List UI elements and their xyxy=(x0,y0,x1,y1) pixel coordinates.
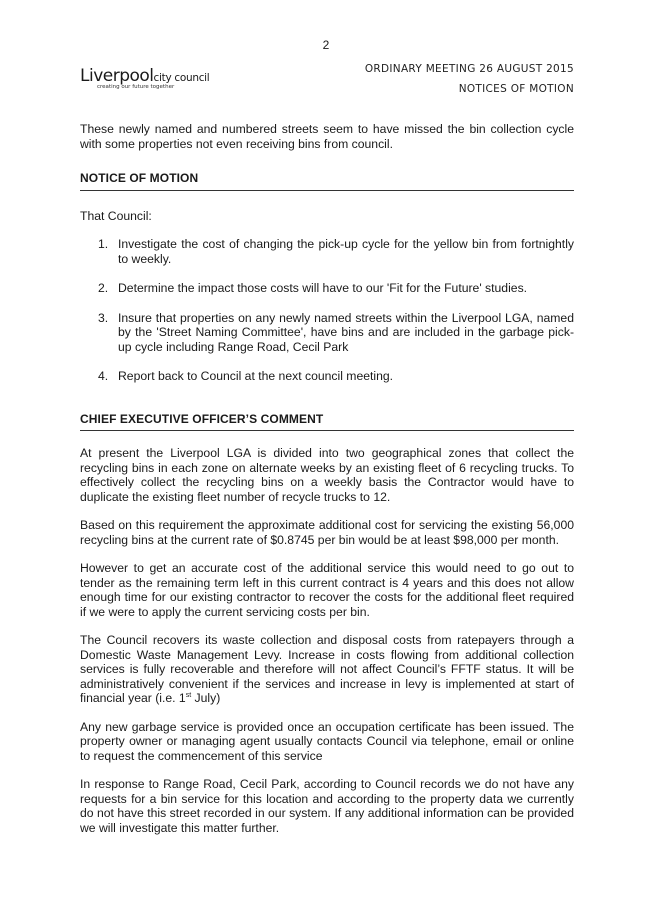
ceo-paragraph: Based on this requirement the approximate additional cost for servicing the existing 56,000 recycling bins at the current rate of $0.8745 per bin would be at least $98,000 per month. xyxy=(80,518,574,547)
list-item-text: Report back to Council at the next council meeting. xyxy=(118,369,394,383)
intro-paragraph: These newly named and numbered streets seem to have missed the bin collection cycle with some properties not even receiving bins from council. xyxy=(80,122,574,151)
list-item-number: 1. xyxy=(98,237,109,251)
list-item-number: 4. xyxy=(98,369,109,383)
notice-heading: NOTICE OF MOTION xyxy=(80,171,574,191)
list-item xyxy=(80,311,574,355)
motion-list xyxy=(80,237,574,384)
notice-lead: That Council: xyxy=(80,208,152,223)
list-item-text: Determine the impact those costs will have to our 'Fit for the Future' studies. xyxy=(118,281,528,295)
ceo-paragraph: However to get an accurate cost of the additional service this would need to go out to tender as the remaining term left in this current contract is 4 years and this does not allow enough time for our existing contractor to recover the costs for the additional fleet required if we were to apply the current servicing costs per bin. xyxy=(80,561,574,619)
ceo-paragraph: At present the Liverpool LGA is divided into two geographical zones that collect the recycling bins in each zone on alternate weeks by an existing fleet of 6 recycling trucks. To effectively collect the recycling bins on a weekly basis the Contractor would have to duplicate the existing fleet number of recycle trucks to 12. xyxy=(80,446,574,504)
document-body xyxy=(80,122,574,835)
logo-tagline: creating our future together xyxy=(97,84,175,90)
page-number: 2 xyxy=(322,38,330,52)
date-day: 1 xyxy=(178,691,186,705)
ceo-paragraph: In response to Range Road, Cecil Park, according to Council records we do not have any requests for a bin service for this location and according to the property data we currently do not have this street recorded in our system. If any additional information can be provided we will investigate this matter further. xyxy=(80,777,574,835)
date-suffix: st xyxy=(185,691,192,699)
list-item xyxy=(80,369,574,384)
list-item xyxy=(80,281,574,296)
logo-sub-text: city council xyxy=(153,72,210,84)
ceo-paragraph-text: The Council recovers its waste collection and disposal costs from ratepayers through a Domestic Waste Management Levy. Increase in costs flowing from additional collection services is fully recoverable and therefore will not affect Council’s FFTF status. It will be administratively convenient if the services and increase in levy is implemented at start of financial year (i.e. xyxy=(80,633,574,705)
list-item xyxy=(80,237,574,266)
list-item-text: Insure that properties on any newly named streets within the Liverpool LGA, named by the 'Street Naming Committee', have bins and are included in the garbage pick-up cycle including Range Road, Cecil Park xyxy=(118,310,574,354)
list-item-number: 2. xyxy=(98,281,109,295)
ceo-paragraph: Any new garbage service is provided once an occupation certificate has been issued. The property owner or managing agent usually contacts Council via telephone, email or online to request the commencement of this service xyxy=(80,719,574,763)
list-item-number: 3. xyxy=(98,310,109,325)
logo-main-text: Liverpool xyxy=(80,66,154,86)
date-month: July) xyxy=(191,691,221,705)
ceo-paragraph xyxy=(80,633,574,706)
logo-wordmark xyxy=(80,66,209,86)
list-item-text: Investigate the cost of changing the pick-up cycle for the yellow bin from fortnightly to weekly. xyxy=(118,237,574,266)
meeting-title: ORDINARY MEETING 26 AUGUST 2015 xyxy=(364,63,574,75)
ceo-comment-heading: CHIEF EXECUTIVE OFFICER’S COMMENT xyxy=(80,412,574,432)
logo xyxy=(80,66,209,90)
section-title: NOTICES OF MOTION xyxy=(458,83,574,95)
